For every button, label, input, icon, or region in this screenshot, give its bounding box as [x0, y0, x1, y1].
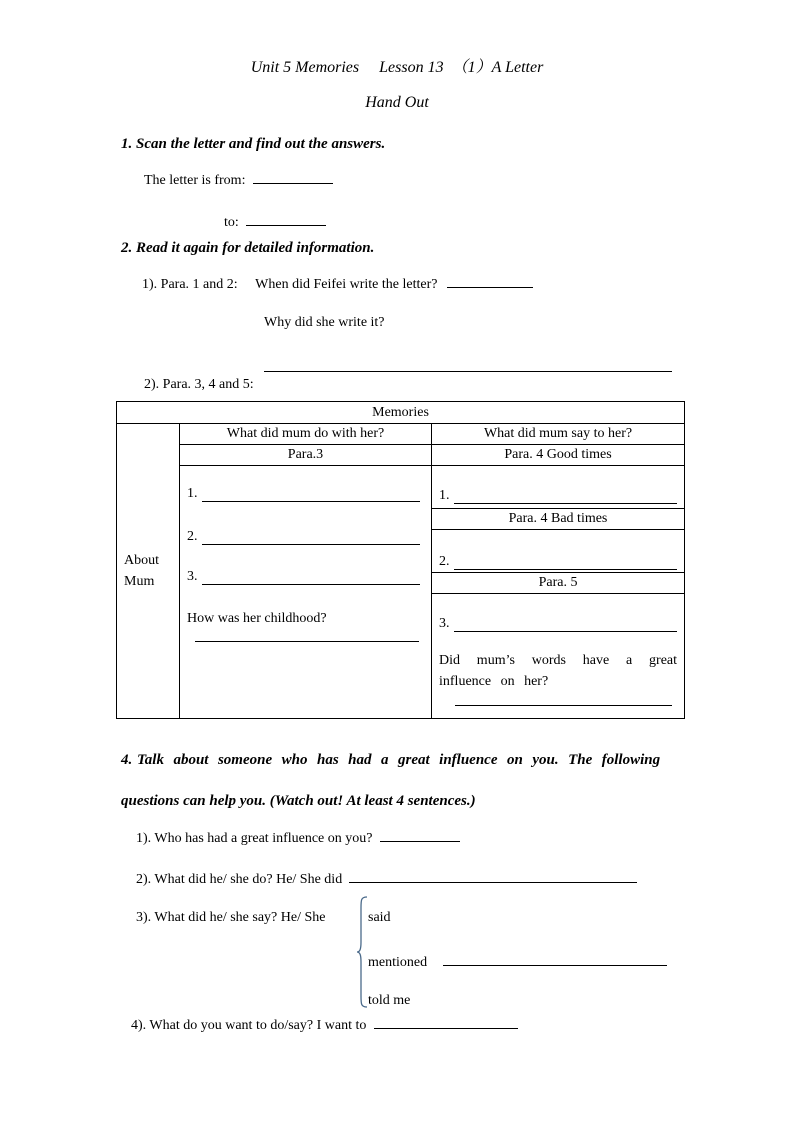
s4-q3: 3). What did he/ she say? He/ She: [136, 910, 326, 925]
s4-q4: 4). What do you want to do/say? I want to: [131, 1018, 367, 1033]
from-blank[interactable]: [253, 169, 333, 184]
para5-blank3[interactable]: [454, 617, 678, 632]
s4-q2: 2). What did he/ she do? He/ She did: [136, 872, 343, 887]
bad-item2: 2.: [439, 554, 677, 570]
col2-sub-para5: Para. 5: [432, 573, 685, 594]
section1-heading: 1. Scan the letter and find out the answers.: [121, 136, 386, 152]
para3-cell: [180, 466, 432, 719]
table-header: Memories: [117, 402, 685, 424]
para3-blank3[interactable]: [202, 570, 421, 585]
section4-heading-line1: 4. Talk about someone who has had a great influence on you. The following: [121, 752, 661, 768]
col2-header: What did mum say to her?: [432, 424, 685, 445]
s4-q2-blank[interactable]: [349, 868, 637, 883]
to-blank[interactable]: [246, 211, 326, 226]
q1-why: Why did she write it?: [264, 315, 385, 330]
verb-mentioned: mentioned: [368, 955, 428, 970]
influence-question: Did mum’s words have a great influence on her?: [439, 653, 678, 689]
q1-blank[interactable]: [447, 273, 533, 288]
para5-cell: [432, 594, 685, 719]
para3-blank2[interactable]: [202, 530, 421, 545]
verb-mentioned-row: [368, 951, 667, 971]
memories-table: [116, 401, 685, 719]
about-mum-label: About Mum: [117, 424, 180, 719]
s4-q1-blank[interactable]: [380, 827, 460, 842]
bad-times-cell: [432, 530, 685, 573]
q1-prefix: 1). Para. 1 and 2:: [142, 277, 238, 292]
to-question: [224, 211, 326, 231]
s4-q1: 1). Who has had a great influence on you?: [136, 831, 373, 846]
good-item1: 1.: [439, 488, 677, 504]
verb-told-me: told me: [368, 993, 411, 1008]
childhood-question: How was her childhood?: [187, 611, 327, 626]
q1-row: [142, 273, 533, 293]
q1-text: When did Feifei write the letter?: [255, 277, 438, 292]
col2-sub-good: Para. 4 Good times: [432, 445, 685, 466]
page-title: Unit 5 Memories Lesson 13 （1）A Letter: [250, 59, 544, 76]
childhood-blank[interactable]: [195, 641, 419, 642]
influence-blank[interactable]: [455, 705, 672, 706]
col1-subheader: Para.3: [180, 445, 432, 466]
good-times-cell: [432, 466, 685, 509]
s4-q2-row: [136, 868, 637, 888]
para3-blank1[interactable]: [202, 487, 421, 502]
para5-item3: 3.: [439, 616, 677, 632]
verb-said: said: [368, 910, 391, 925]
s4-q4-blank[interactable]: [374, 1014, 518, 1029]
para3-item3: 3.: [187, 569, 420, 585]
page-subtitle: Hand Out: [365, 94, 429, 111]
para3-item1: 1.: [187, 486, 420, 502]
from-question: [144, 169, 333, 189]
s4-q4-row: [131, 1014, 518, 1034]
para3-item2: 2.: [187, 529, 420, 545]
bad-blank2[interactable]: [454, 555, 678, 570]
to-label: to:: [224, 215, 239, 230]
from-label: The letter is from:: [144, 173, 246, 188]
section4-heading-line2: questions can help you. (Watch out! At least 4 sentences.): [121, 793, 476, 809]
col1-header: What did mum do with her?: [180, 424, 432, 445]
col2-sub-bad: Para. 4 Bad times: [432, 509, 685, 530]
q1-why-blank[interactable]: [264, 371, 672, 372]
q2-label: 2). Para. 3, 4 and 5:: [144, 377, 254, 392]
s4-q1-row: [136, 827, 460, 847]
section2-heading: 2. Read it again for detailed information.: [121, 240, 375, 256]
s4-q3-blank[interactable]: [443, 951, 667, 966]
curly-brace-icon: [356, 896, 368, 1008]
good-blank1[interactable]: [454, 489, 678, 504]
